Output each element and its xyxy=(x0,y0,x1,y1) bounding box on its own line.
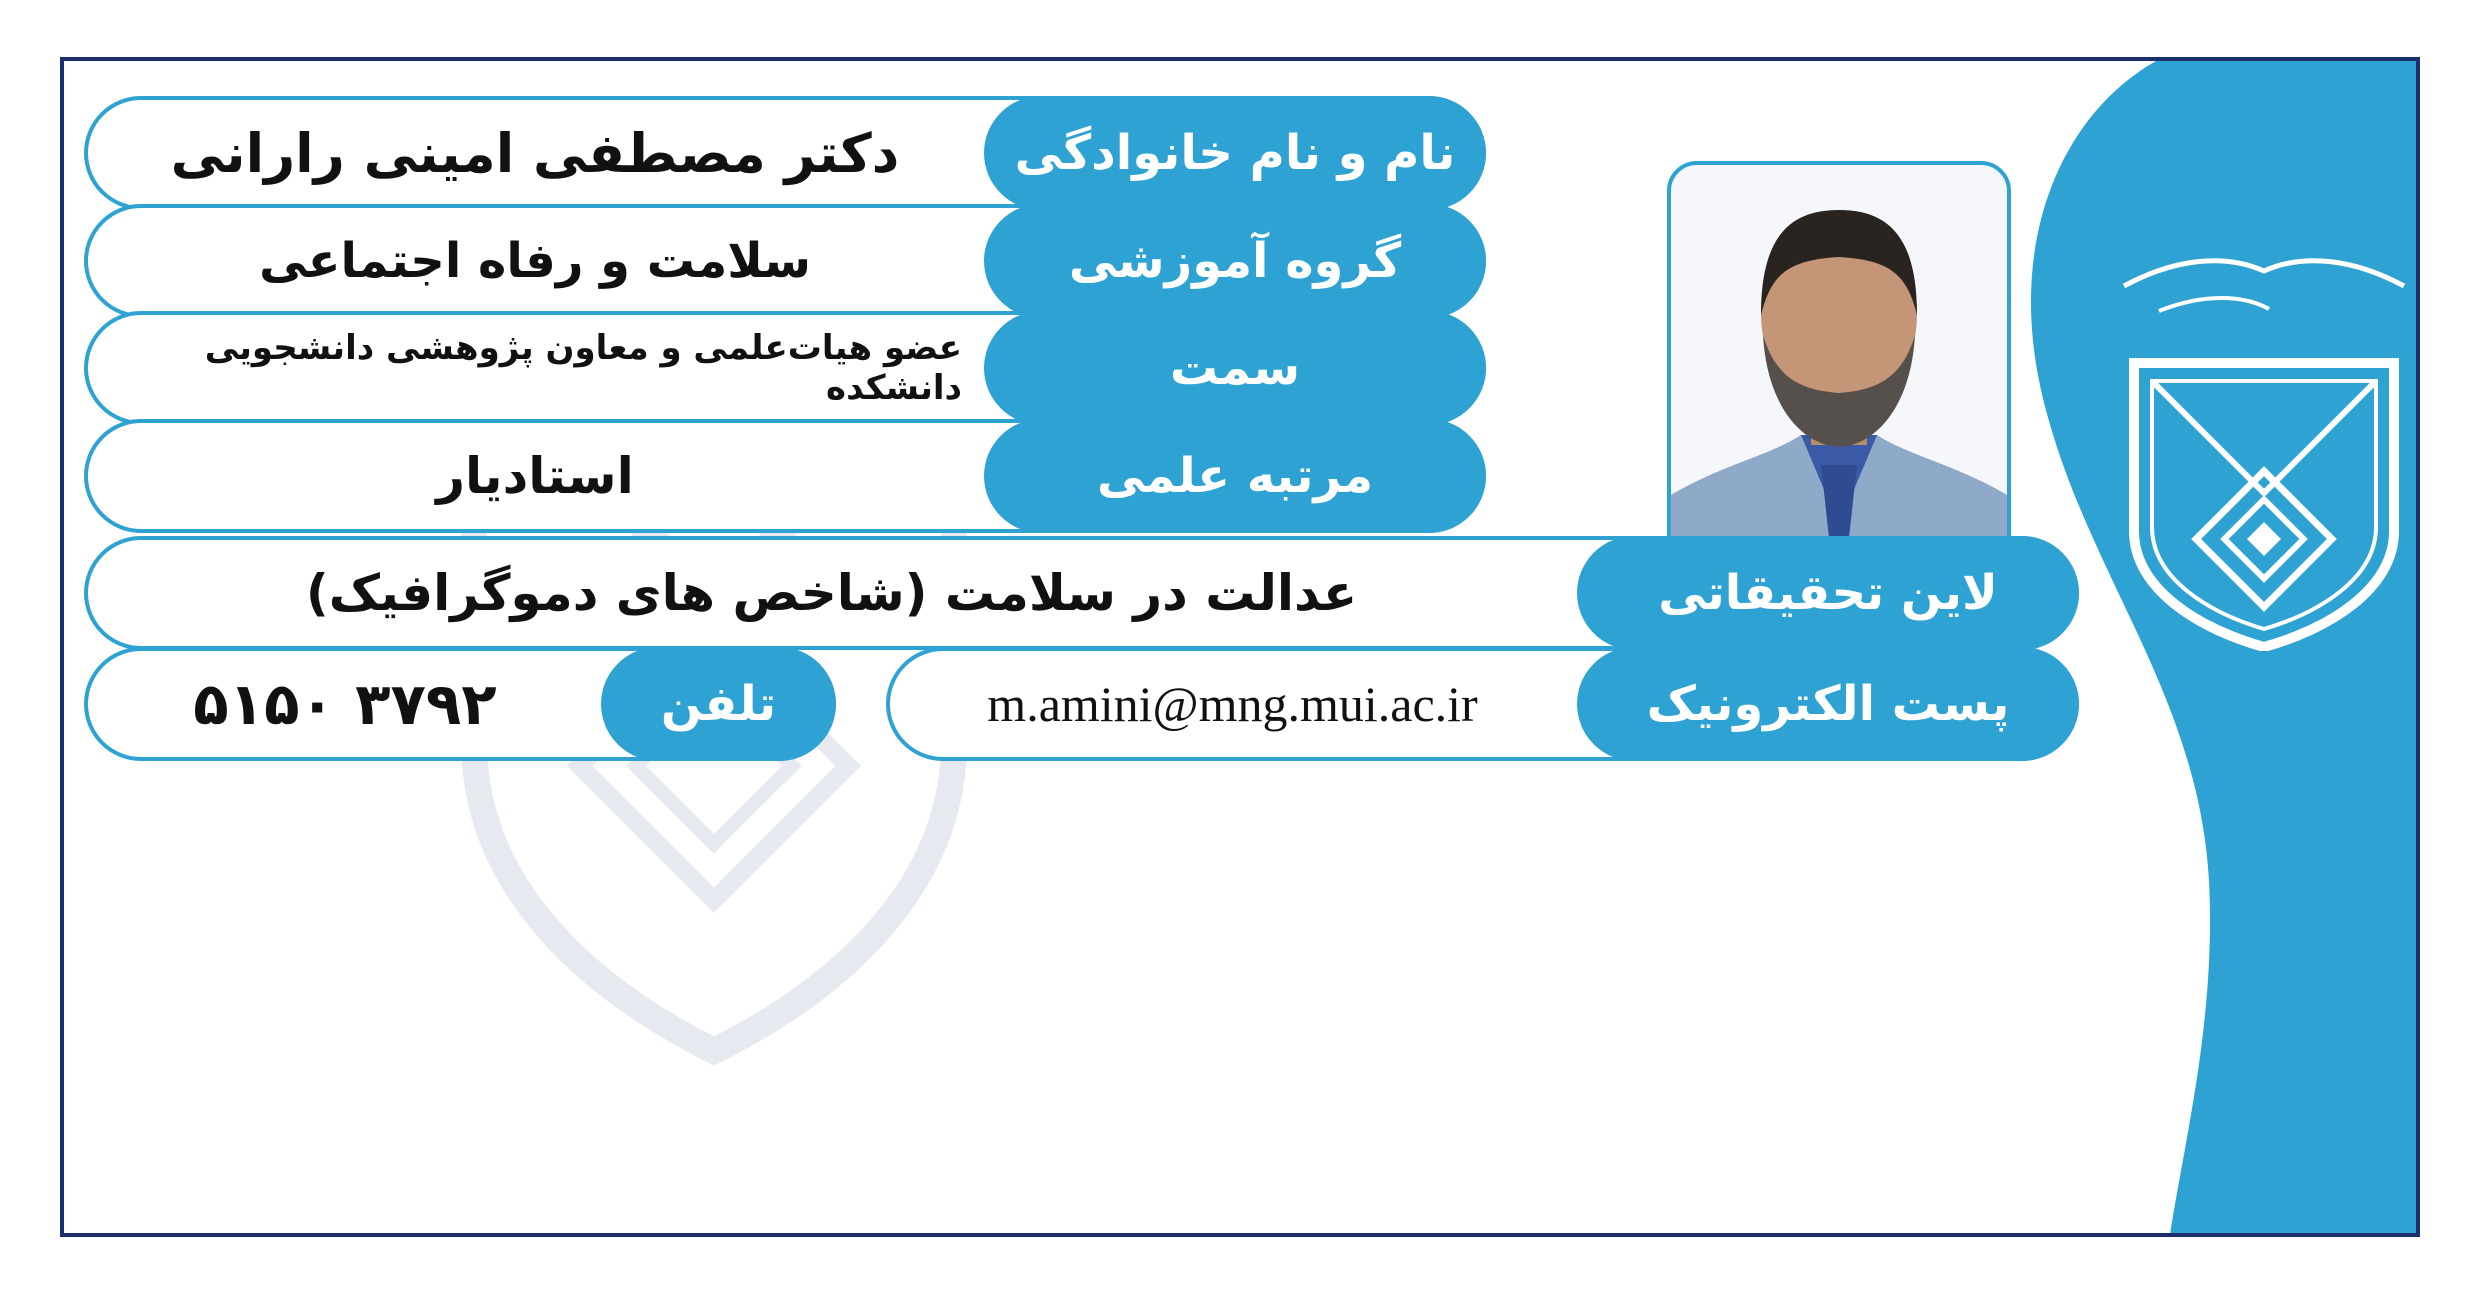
phone-label: تلفن xyxy=(601,647,836,761)
group-row xyxy=(84,204,1486,318)
name-label: نام و نام خانوادگی xyxy=(984,96,1486,210)
group-value: سلامت و رفاه اجتماعی xyxy=(259,233,811,289)
position-row xyxy=(84,311,1486,425)
research-row xyxy=(84,536,2079,650)
id-card xyxy=(60,57,2420,1237)
position-label: سمت xyxy=(984,311,1486,425)
name-row xyxy=(84,96,1486,210)
phone-row xyxy=(84,647,836,761)
email-value[interactable]: m.amini@mng.mui.ac.ir xyxy=(987,676,1478,732)
research-label: لاین تحقیقاتی xyxy=(1577,536,2079,650)
rank-row xyxy=(84,419,1486,533)
email-label: پست الکترونیک xyxy=(1577,647,2079,761)
name-value: دکتر مصطفی امینی رارانی xyxy=(170,121,900,185)
email-row xyxy=(886,647,2079,761)
university-shield-logo-icon xyxy=(2104,231,2420,651)
rank-label: مرتبه علمی xyxy=(984,419,1486,533)
group-label: گروه آموزشی xyxy=(984,204,1486,318)
research-value: عدالت در سلامت (شاخص های دموگرافیک) xyxy=(305,564,1358,622)
rank-value: استادیار xyxy=(436,447,634,505)
position-value: عضو هیات‌علمی و معاون پژوهشی دانشجویی دانشکده xyxy=(204,328,962,408)
phone-value[interactable]: ۳۷۹۲ ۵۱۵۰ xyxy=(193,670,497,738)
